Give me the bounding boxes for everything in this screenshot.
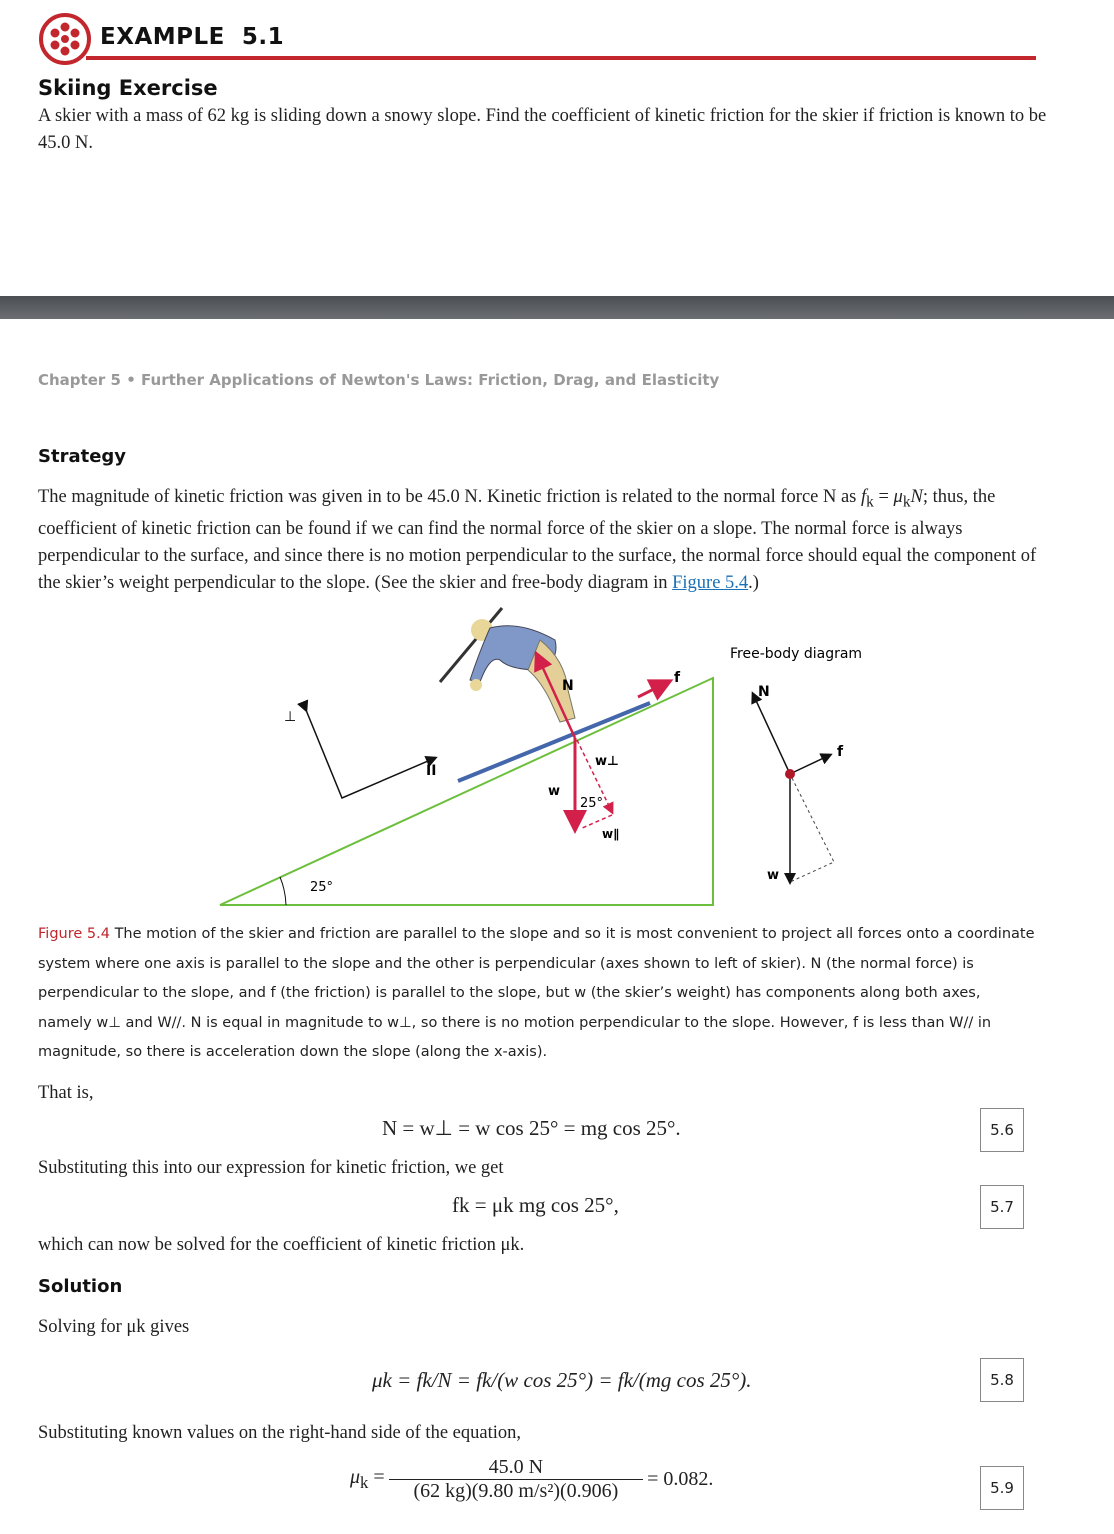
normal-force-label: N bbox=[562, 678, 574, 694]
equation-number: 5.8 bbox=[980, 1358, 1024, 1402]
strategy-text: .) bbox=[748, 572, 759, 593]
eq59-numerator: 45.0 N bbox=[389, 1456, 643, 1480]
strategy-paragraph: The magnitude of kinetic friction was given in to be 45.0 N. Kinetic friction is related to the normal force N as $f_k = \mu_kN$; thus, the coefficient of kinetic friction can be found if we can find the normal force of the skier on a slope. The normal force is always perpendicular to the surface, and since there is no motion perpendicular to the surface, the normal force should equal the component of the skier’s weight perpendicular to the slope. (See the skier and free-body diagram in Figure 5.4.) bbox=[38, 487, 1037, 593]
strategy-heading: Strategy bbox=[38, 446, 127, 467]
parallel-axis-label: II bbox=[426, 763, 437, 779]
page-break-bar bbox=[0, 296, 1114, 319]
fbd-f-label: f bbox=[837, 744, 844, 760]
strategy-text: The magnitude of kinetic friction was given in to be 45.0 N. Kinetic friction is related to the normal force N as bbox=[38, 487, 862, 507]
example-number: 5.1 bbox=[241, 24, 285, 50]
skier-figure bbox=[210, 600, 870, 910]
caption-label: Figure 5.4 bbox=[38, 926, 110, 942]
weight-perp-label: w⊥ bbox=[595, 754, 619, 769]
example-title: Skiing Exercise bbox=[38, 76, 218, 100]
fbd-n-label: N bbox=[758, 684, 770, 700]
equation-5-8: μk = fk/N = fk/(w cos 25°) = fk/(mg cos 25°). bbox=[372, 1368, 752, 1392]
that-is-text: That is, bbox=[38, 1083, 94, 1103]
equation-number: 5.9 bbox=[980, 1466, 1024, 1510]
weight-angle-label: 25° bbox=[580, 796, 604, 811]
eq59-denominator: (62 kg)(9.80 m/s²)(0.906) bbox=[413, 1480, 619, 1502]
example-intro: A skier with a mass of 62 kg is sliding down a snowy slope. Find the coefficient of kinetic friction for the skier if friction is known to be 45.0 N. bbox=[38, 106, 1047, 153]
ski bbox=[458, 703, 650, 781]
equation-5-9: $\mu_k$ = $\frac{45.0 N}{\text{(62 kg)(9.80 m/s²)(0.906)}}$ = 0.082. bbox=[350, 1456, 714, 1502]
substituting-text: Substituting this into our expression for kinetic friction, we get bbox=[38, 1158, 504, 1178]
chapter-number: Chapter 5 bbox=[38, 371, 121, 389]
eq59-result: = 0.082. bbox=[647, 1468, 714, 1490]
equation-number: 5.7 bbox=[980, 1185, 1024, 1229]
running-header bbox=[38, 371, 719, 389]
header-rule bbox=[86, 56, 1036, 60]
solved-text: which can now be solved for the coefficient of kinetic friction μk. bbox=[38, 1235, 525, 1255]
fbd-w-label: w bbox=[767, 868, 780, 883]
chapter-title: Further Applications of Newton's Laws: Friction, Drag, and Elasticity bbox=[141, 371, 720, 389]
friction-label: f bbox=[674, 670, 681, 686]
example-header bbox=[38, 12, 1038, 62]
caption-text: The motion of the skier and friction are parallel to the slope and so it is most convenient to project all forces onto a coordinate system where one axis is parallel to the slope and the other is perpendicular (axes shown to left of skier). N (the normal force) is perpendicular to the slope, and f (the friction) is parallel to the slope, but w (the skier’s weight) has components along both axes, namely w⊥ and W//. N is equal in magnitude to w⊥, so there is no motion perpendicular to the slope. However, f is less than W// in magnitude, so there is acceleration down the slope (along the x-axis). bbox=[38, 926, 1035, 1060]
equation-5-7: fk = μk mg cos 25°, bbox=[452, 1193, 619, 1217]
slope-angle-label: 25° bbox=[310, 880, 334, 895]
solution-heading: Solution bbox=[38, 1276, 123, 1297]
skier-illustration bbox=[440, 608, 575, 722]
separator: • bbox=[126, 371, 136, 389]
strategy-text: ; thus, the coefficient of kinetic friction can be found if we can find the normal force of the skier on a slope. The normal force is always perpendicular to the surface, and since there is no motion perpendicular to the surface, the normal force should equal the component of the skier’s weight perpendicular to the slope. (See the skier and free-body diagram in bbox=[38, 487, 1037, 593]
figure-caption bbox=[38, 920, 1038, 1068]
known-values-text: Substituting known values on the right-hand side of the equation, bbox=[38, 1423, 521, 1443]
figure-link[interactable]: Figure 5.4 bbox=[672, 572, 749, 593]
equation-5-6: N = w⊥ = w cos 25° = mg cos 25°. bbox=[382, 1116, 681, 1140]
perp-axis-label: ⊥ bbox=[284, 709, 297, 725]
equation-number: 5.6 bbox=[980, 1108, 1024, 1152]
fbd-title: Free-body diagram bbox=[730, 646, 863, 662]
example-label: EXAMPLE bbox=[100, 24, 225, 50]
weight-label: w bbox=[548, 784, 561, 799]
solving-text: Solving for μk gives bbox=[38, 1317, 190, 1337]
weight-parallel-label: w∥ bbox=[602, 827, 620, 841]
